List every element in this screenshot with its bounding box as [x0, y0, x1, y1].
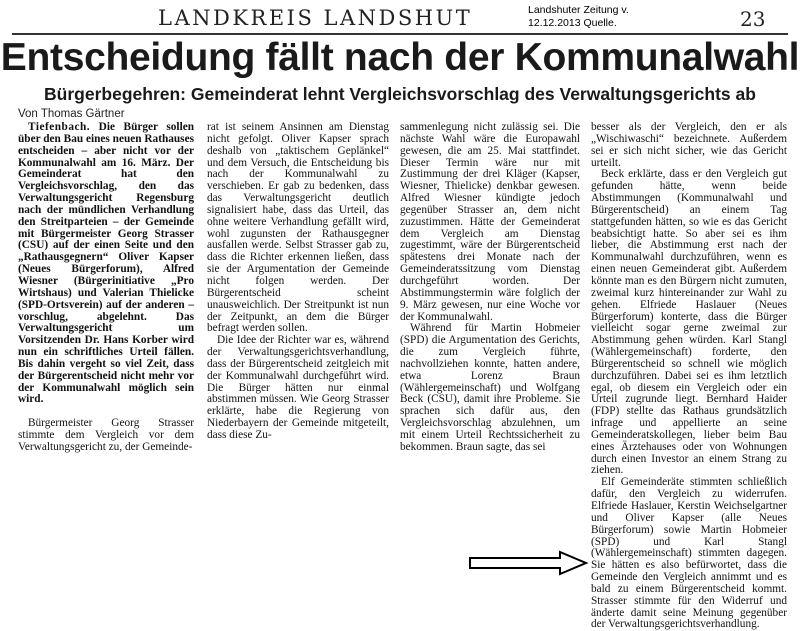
body-paragraph: rat ist seinem Ansinnen am Dienstag nicht gefolgt. Oliver Kapser sprach deshalb von „taktischem Geplänkel“ und dem Versuch, die Entscheidung bis nach der Kommunalwahl zu verschieben. Er gab zu bedenken, dass das Verwaltungsgericht deutlich signalisiert habe, dass das Urteil, das ohne weitere Verhandlung gefällt wird, wohl zugunsten der Rathausgegner ausfallen werde. Selbst Strasser gab zu, dass die Richter erkennen ließen, dass sie der Argumentation der Gemeinde nicht folgen werden. Der Bürgerentscheid scheint unausweichlich. Der Streitpunkt ist nun der Zeitpunkt, an dem die Bürger befragt werden sollen.	[207, 121, 389, 335]
subheadline: Bürgerbegehren: Gemeinderat lehnt Vergleichsvorschlag des Verwaltungsgerichts ab	[44, 84, 756, 104]
page-header	[10, 4, 790, 32]
source-note	[528, 4, 658, 30]
header-divider	[12, 33, 788, 35]
article-column-4	[591, 122, 787, 631]
headline: Entscheidung fällt nach der Kommunalwahl	[0, 36, 800, 79]
lead-paragraph	[18, 122, 194, 406]
body-paragraph: Beck erklärte, dass er den Vergleich gut gefunden hätte, wenn beide Abstimmungen (Kommunalwahl und Bürgerentscheid) an einem Tag stattgefunden hätten, so wie es das Gericht beabsichtigt hatte. So aber sei es ihm lieber, die Abstimmung erst nach der Kommunalwahl durchzuführen, wenn es einen neuen Gemeinderat gibt. Außerdem könnte man es den Bürgern nicht zumuten, zweimal kurz hintereinander zur Wahl zu gehen. Elfriede Haslauer (Neues Bürgerforum) konterte, dass die Bürger vielleicht sogar gerne zweimal zur Abstimmung gehen würden. Karl Stangl (Wählergemeinschaft) forderte, den Bürgerentscheid so schnell wie möglich durchzuführen. Dabei sei es ihm letztlich egal, ob diesem ein Vergleich oder ein Urteil zugrunde liegt. Bernhard Haider (FDP) stellte das Rathaus grundsätzlich infrage und appellierte an seine Gemeinderatskollegen, lieber beim Bau eines Ärztehauses oder von Wohnungen durch einen Investor an einem Strang zu ziehen.	[591, 168, 787, 477]
dateline: Tiefenbach.	[28, 121, 91, 133]
body-paragraph: Die Idee der Richter war es, während der Verwaltungsgerichtsverhandlung, dass der Bürgerentscheid zeitgleich mit der Kommunalwahl durchgeführt wird. Die Bürger hätten nur einmal abstimmen müssen. Wie Georg Strasser erklärte, habe die Regierung von Niederbayern der Gemeinde mitgeteilt, dass diese Zu-	[207, 334, 389, 441]
body-paragraph: besser als der Vergleich, den er als „Wischiwaschi“ bezeichnete. Außerdem sei er sich nicht sicher, wie das Gericht urteilt.	[591, 121, 787, 169]
body-paragraph: Während für Martin Hobmeier (SPD) die Argumentation des Gerichts, die zum Vergleich führte, nachvollziehen konnte, hatten andere, etwa Lorenz Braun (Wählergemeinschaft) und Wolfgang Beck (CSU), damit ihre Probleme. Sie sprachen sich dafür aus, den Vergleichsvorschlag abzulehnen, um mit einem Urteil Rechtssicherheit zu bekommen. Braun sagte, das sei	[400, 322, 580, 453]
article-column-3	[400, 122, 580, 454]
body-paragraph: sammenlegung nicht zulässig sei. Die nächste Wahl wäre die Europawahl gewesen, die am 25. Mai stattfindet. Dieser Termin wäre nur mit Zustimmung der drei Kläger (Kapser, Wiesner, Thielicke) denkbar gewesen. Alfred Wiesner kündigte jedoch gegenüber Strasser an, dem nicht zuzustimmen. Hätte der Gemeinderat dem Vergleich am Dienstag zugestimmt, wäre der Bürgerentscheid spätestens drei Monate nach der Gemeinderatssitzung vom Dienstag durchgeführt worden. Der Abstimmungstermin wäre folglich der 9. März gewesen, nur eine Woche vor der Kommunalwahl.	[400, 121, 580, 323]
article-column-1	[18, 122, 194, 454]
source-note-line-1: Landshuter Zeitung v.	[528, 4, 629, 16]
body-paragraph: Bürgermeister Georg Strasser stimmte dem Vergleich vor dem Verwaltungsgericht zu, der Gemeinde-	[18, 417, 194, 453]
article-column-2	[207, 122, 389, 442]
body-paragraph: Elf Gemeinderäte stimmten schließlich dafür, den Vergleich zu widerrufen. Elfriede Haslauer, Kerstin Weichselgartner und Oliver Kapser (alle Neues Bürgerforum) sowie Martin Hobmeier (SPD) und Karl Stangl (Wählergemeinschaft) stimmten dagegen. Sie hätten es also befürwortet, dass die Gemeinde den Vergleich annimmt und es bald zu einem Bürgerentscheid kommt. Strasser stimmte für den Widerruf und änderte damit seine Meinung gegenüber der Verwaltungsgerichtsverhandlung.	[591, 476, 787, 631]
section-title: LANDKREIS LANDSHUT	[158, 6, 473, 30]
page-number: 23	[740, 7, 766, 31]
source-note-line-2: 12.12.2013 Quelle.	[528, 17, 617, 29]
byline: Von Thomas Gärtner	[18, 108, 125, 120]
right-arrow-icon	[468, 550, 588, 576]
lead-text: Die Bürger sollen über den Bau eines neuen Rathauses entscheiden – aber nicht vor der Kommunalwahl am 16. März. Der Gemeinderat hat den Vergleichsvorschlag, den das Verwaltungsgericht Regensburg nach der mündlichen Verhandlung den Streitparteien – der Gemeinde mit Bürgermeister Georg Strasser (CSU) auf der einen Seite und den „Rathausgegnern“ Oliver Kapser (Neues Bürgerforum), Alfred Wiesner (Bürgerinitiative „Pro Wirtshaus) und Valerian Thielicke (SPD-Ortsverein) auf der anderen – vorschlug, abgelehnt. Das Verwaltungsgericht um Vorsitzenden Dr. Hans Korber wird nun ein schriftliches Urteil fällen. Bis dahin vergeht so viel Zeit, dass der Bürgerentscheid nicht mehr vor der Kommunalwahl möglich sein wird.	[18, 121, 195, 406]
